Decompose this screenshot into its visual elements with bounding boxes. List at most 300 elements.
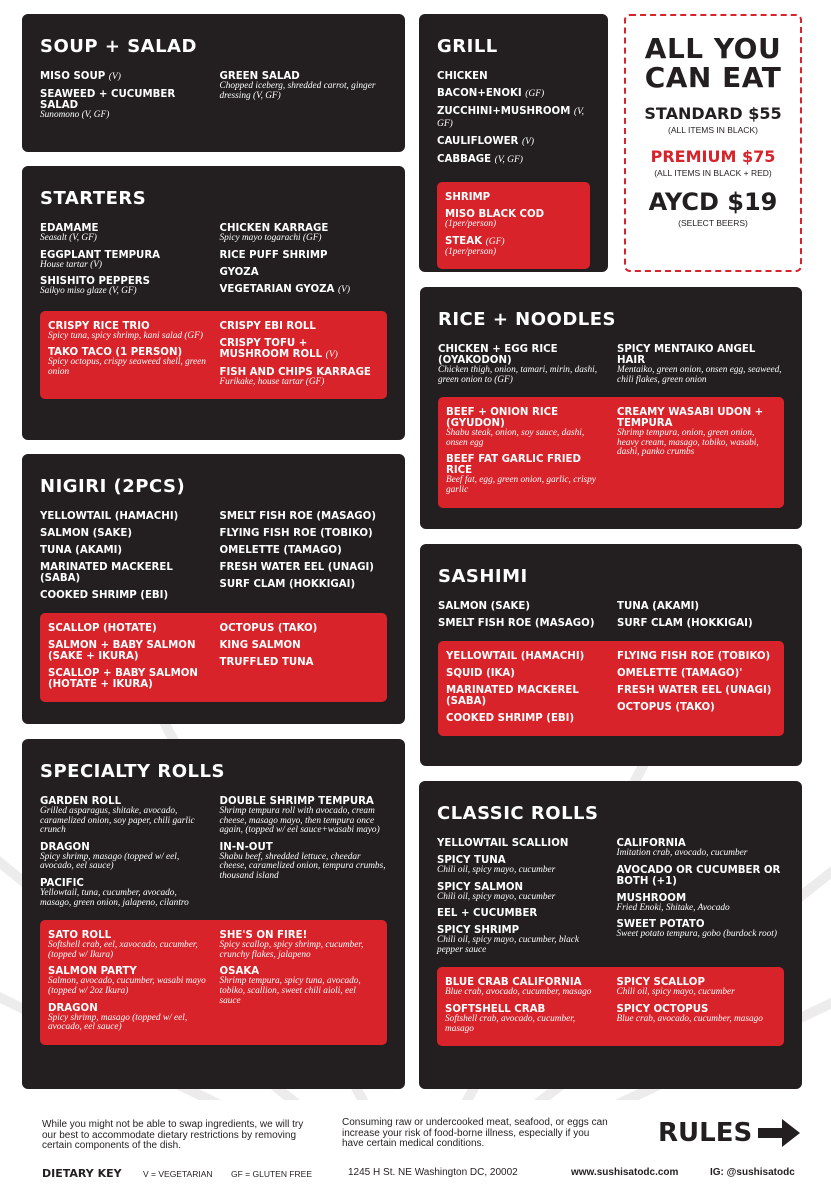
menu-item xyxy=(40,250,208,271)
menu-item xyxy=(220,528,388,539)
menu-item-name-text: OCTOPUS (TAKO) xyxy=(617,702,715,713)
menu-item-name xyxy=(446,454,605,476)
menu-item-name-text: OSAKA xyxy=(219,966,260,978)
menu-item-name-text: YELLOWTAIL (HAMACHI) xyxy=(40,511,179,522)
menu-item-tag: (V) xyxy=(108,72,121,82)
premium-price: PREMIUM $75 xyxy=(650,147,776,166)
menu-item xyxy=(220,71,388,101)
key-gluten-free: GF = GLUTEN FREE xyxy=(231,1169,312,1179)
nigiri-panel xyxy=(22,454,405,724)
menu-item-name xyxy=(617,893,785,904)
menu-item-name-text: SALMON (SAKE) xyxy=(40,528,132,539)
menu-item-name xyxy=(446,685,605,707)
menu-item xyxy=(437,908,605,919)
rice-noodles-premium-box xyxy=(438,397,784,507)
menu-item xyxy=(40,89,208,121)
menu-item xyxy=(220,267,388,278)
menu-item-description: Blue crab, avocado, cucumber, masago xyxy=(445,987,592,998)
menu-item xyxy=(617,1004,777,1025)
menu-item-description: Salmon, avocado, cucumber, wasabi mayo (topped w/ 2oz Ikura) xyxy=(48,976,206,996)
footer xyxy=(0,1100,831,1200)
menu-item-description: Yellowtail, tuna, cucumber, avocado, masago, green onion, jalapeno, cilantro xyxy=(40,887,189,908)
menu-item-name-text: PACIFIC xyxy=(40,877,84,889)
menu-item-description: Shabu steak, onion, soy sauce, dashi, onsen egg xyxy=(446,428,585,448)
menu-item xyxy=(40,276,208,297)
soup-salad-left-column xyxy=(40,71,208,127)
menu-item-name-text: MUSHROOM xyxy=(616,892,687,904)
menu-item-description: Mentaiko, green onion, onsen egg, seaweed, chili flakes, green onion xyxy=(617,365,782,385)
menu-item-name xyxy=(445,192,582,203)
menu-item xyxy=(40,842,208,872)
sashimi-panel xyxy=(420,544,802,766)
menu-item xyxy=(48,1003,208,1033)
menu-item-name-text: DRAGON xyxy=(48,1002,98,1014)
menu-item xyxy=(40,545,208,556)
aycd-price: AYCD $19 xyxy=(648,188,778,216)
menu-item-description: Spicy tuna, spicy shrimp, kani salad (GF) xyxy=(48,330,203,341)
menu-item-description: Softshell crab, avocado, cucumber, masago xyxy=(445,1013,576,1034)
classic-premium-right xyxy=(617,977,777,1040)
menu-item-name xyxy=(446,713,605,724)
menu-item xyxy=(437,154,590,166)
menu-item xyxy=(617,407,776,458)
arrow-right-icon xyxy=(758,1119,800,1147)
menu-item-name-text: CRISPY RICE TRIO xyxy=(48,320,150,332)
menu-item-name xyxy=(220,562,388,573)
menu-item-name xyxy=(617,865,785,887)
menu-item-name-text: IN-N-OUT xyxy=(219,841,273,853)
menu-item-name xyxy=(437,106,590,130)
menu-item-name xyxy=(617,618,784,629)
menu-item xyxy=(437,838,605,849)
menu-item-description: Furikake, house tartar (GF) xyxy=(219,376,325,387)
menu-item-name-text: EEL + CUCUMBER xyxy=(437,908,538,920)
standard-price: STANDARD $55 xyxy=(644,104,782,123)
menu-item-name xyxy=(446,407,605,429)
menu-item-name-text: SURF CLAM (HOKKIGAI) xyxy=(219,579,356,590)
menu-item xyxy=(617,919,785,940)
specialty-rolls-panel xyxy=(22,739,405,1089)
menu-item-description: Saikyo miso glaze (V, GF) xyxy=(40,286,137,297)
menu-item xyxy=(437,925,605,955)
menu-item xyxy=(437,882,605,903)
classic-premium-box xyxy=(437,967,784,1046)
menu-item-name-text: GARDEN ROLL xyxy=(40,796,122,807)
menu-item-name-text: MARINATED MACKEREL (SABA) xyxy=(446,685,579,707)
sashimi-right-column xyxy=(617,601,784,635)
menu-item-name-text: DRAGON xyxy=(40,841,90,853)
menu-item-name-text: VEGETARIAN GYOZA xyxy=(219,283,335,295)
menu-item xyxy=(617,651,776,662)
menu-item-name-text: MARINATED MACKEREL (SABA) xyxy=(40,562,173,584)
menu-item xyxy=(220,623,380,634)
menu-item xyxy=(437,855,605,876)
menu-item xyxy=(617,838,785,859)
menu-item xyxy=(446,454,605,495)
menu-item-name-text: DOUBLE SHRIMP TEMPURA xyxy=(219,796,374,807)
menu-item-name xyxy=(617,685,776,696)
menu-item-description: Seasalt (V, GF) xyxy=(40,233,97,243)
aycd-note: (SELECT BEERS) xyxy=(678,218,748,228)
standard-note: (ALL ITEMS IN BLACK) xyxy=(668,125,758,135)
specialty-right-column xyxy=(220,796,388,914)
classic-rolls-title: CLASSIC ROLLS xyxy=(437,803,599,824)
menu-item xyxy=(40,71,208,83)
menu-item-name-text: SMELT FISH ROE (MASAGO) xyxy=(438,618,595,629)
menu-item-name xyxy=(437,908,605,919)
menu-item-name xyxy=(617,651,776,662)
menu-item-description: Shrimp tempura, onion, green onion, heavy cream, masago, tobiko, wasabi, dashi, panko crumbs xyxy=(617,428,759,458)
nigiri-premium-left xyxy=(48,623,208,696)
menu-item-tag: (V) xyxy=(521,137,535,147)
menu-item xyxy=(445,236,582,258)
key-vegetarian: V = VEGETARIAN xyxy=(143,1169,213,1179)
menu-item-description: Softshell crab, eel, xavocado, cucumber, (topped w/ Ikura) xyxy=(48,940,198,960)
instagram-handle[interactable]: IG: @sushisatodc xyxy=(710,1167,795,1178)
menu-item-name-text: ZUCCHINI+MUSHROOM xyxy=(437,106,571,117)
menu-item xyxy=(40,590,208,601)
menu-item xyxy=(617,685,776,696)
menu-item-name-text: CABBAGE xyxy=(437,154,492,165)
menu-item-name xyxy=(446,651,605,662)
soup-salad-panel xyxy=(22,14,405,152)
menu-item-name-text: SCALLOP + BABY SALMON (HOTATE + IKURA) xyxy=(48,668,198,690)
menu-item-name xyxy=(220,545,388,556)
menu-item xyxy=(40,511,208,522)
grill-premium-box xyxy=(437,182,590,269)
menu-item-description: Fried Enoki, Shitake, Avocado xyxy=(616,902,730,913)
menu-item-name-text: MISO SOUP xyxy=(40,71,106,82)
menu-item-name-text: OCTOPUS (TAKO) xyxy=(219,623,318,634)
menu-item-name-text: OMELETTE (TAMAGO) xyxy=(219,545,342,556)
menu-item xyxy=(220,545,388,556)
menu-item-name-text: CAULIFLOWER xyxy=(437,136,519,147)
starters-panel xyxy=(22,166,405,440)
menu-item-name xyxy=(220,511,388,522)
menu-item-name-text: CHICKEN xyxy=(437,71,488,82)
menu-item-name-text: SHRIMP xyxy=(445,192,491,203)
menu-item-name-text: SATO ROLL xyxy=(48,930,112,942)
starters-title: STARTERS xyxy=(40,188,147,209)
menu-item-name-text: FRESH WATER EEL (UNAGI) xyxy=(219,562,374,573)
menu-item-name-text: CRISPY EBI ROLL xyxy=(219,320,316,332)
menu-item xyxy=(220,657,380,668)
starters-premium-left xyxy=(48,321,208,394)
menu-item-description: Shrimp tempura roll with avocado, cream cheese, masago mayo, then tempura once again, (topped w/ eel sauce+wasabi mayo) xyxy=(219,806,380,836)
menu-item-name xyxy=(437,882,605,893)
menu-item-name xyxy=(445,236,582,248)
menu-item-name-text: SPICY SALMON xyxy=(437,881,524,893)
menu-item-name-text: SPICY OCTOPUS xyxy=(616,1003,709,1015)
menu-item xyxy=(220,930,380,960)
menu-item-tag: (GF) xyxy=(525,89,545,99)
menu-item xyxy=(617,893,785,914)
menu-item-name-text: SPICY TUNA xyxy=(437,855,506,866)
menu-item-description: Sunomono (V, GF) xyxy=(40,110,110,120)
menu-item xyxy=(437,71,590,82)
sashimi-title: SASHIMI xyxy=(438,566,528,587)
rice-noodles-right-column xyxy=(617,344,784,391)
menu-item xyxy=(617,977,777,998)
menu-item-description: Chili oil, spicy mayo, cucumber xyxy=(616,987,735,998)
rice-noodles-left-column xyxy=(438,344,605,391)
menu-item-name xyxy=(40,545,208,556)
menu-item-name-text: SALMON PARTY xyxy=(48,966,137,978)
menu-item-name-text: FISH AND CHIPS KARRAGE xyxy=(219,366,371,378)
menu-item xyxy=(445,209,582,230)
menu-item-description: Chili oil, spicy mayo, cucumber, black pepper sauce xyxy=(437,935,580,955)
menu-item-name-text: SWEET POTATO xyxy=(616,919,705,931)
menu-item-name-text: SALMON + BABY SALMON (SAKE + IKURA) xyxy=(48,640,196,662)
sashimi-premium-left xyxy=(446,651,605,730)
menu-item xyxy=(48,966,208,996)
health-warning: Consuming raw or undercooked meat, seafood, or eggs can increase your risk of food-borne illness, especially if you have certain medical conditions. xyxy=(342,1117,608,1149)
sashimi-left-column xyxy=(438,601,605,635)
menu-item-name-text: EGGPLANT TEMPURA xyxy=(40,249,161,261)
sashimi-premium-right xyxy=(617,651,776,730)
menu-item-description: Chopped iceberg, shredded carrot, ginger dressing (V, GF) xyxy=(219,81,376,101)
menu-item xyxy=(617,344,784,385)
menu-item xyxy=(40,223,208,244)
classic-rolls-panel xyxy=(419,781,802,1089)
menu-item-name-text: BACON+ENOKI xyxy=(437,88,522,99)
menu-item-name xyxy=(617,407,776,429)
rules-button[interactable] xyxy=(658,1118,800,1148)
menu-item-name xyxy=(438,618,605,629)
menu-item-name-text: SEAWEED + CUCUMBER SALAD xyxy=(40,89,176,111)
nigiri-right-column xyxy=(220,511,388,607)
menu-item-name-text: SALMON (SAKE) xyxy=(438,601,530,612)
menu-item-name xyxy=(48,1003,208,1014)
menu-item xyxy=(48,321,208,342)
menu-item-name-text: GREEN SALAD xyxy=(219,71,300,82)
menu-item-name xyxy=(437,88,590,100)
menu-item-name xyxy=(220,579,388,590)
grill-list xyxy=(437,71,590,172)
menu-item xyxy=(40,878,208,908)
menu-item-name xyxy=(40,528,208,539)
menu-item-name-text: OMELETTE (TAMAGO)' xyxy=(617,668,743,679)
dietary-key-label: DIETARY KEY xyxy=(42,1167,122,1180)
soup-salad-title: SOUP + SALAD xyxy=(40,36,197,57)
menu-item-description: House tartar (V) xyxy=(40,259,102,270)
menu-item-name-text: CHICKEN KARRAGE xyxy=(219,223,329,234)
menu-item-name-text: SPICY SHRIMP xyxy=(437,925,520,937)
menu-item xyxy=(445,192,582,203)
menu-item-description: Imitation crab, avocado, cucumber xyxy=(616,848,748,858)
menu-item-name-text: RICE PUFF SHRIMP xyxy=(219,249,328,261)
menu-item-name-text: SQUID (IKA) xyxy=(446,668,515,679)
menu-item-name-text: TUNA (AKAMI) xyxy=(617,601,700,612)
menu-item-name xyxy=(40,250,208,261)
menu-item xyxy=(220,321,380,332)
menu-item-name-text: TAKO TACO (1 PERSON) xyxy=(48,347,183,359)
menu-item-description: Shabu beef, shredded lettuce, cheedar cheese, caramelized onion, tempura crumbs, thousand island xyxy=(219,851,386,881)
menu-item-name-text: FRESH WATER EEL (UNAGI) xyxy=(617,685,772,696)
menu-item-name-text: TUNA (AKAMI) xyxy=(40,545,123,556)
soup-salad-right-column xyxy=(220,71,388,127)
menu-item-name xyxy=(48,668,208,690)
starters-premium-right xyxy=(220,321,380,394)
dietary-note: While you might not be able to swap ingredients, we will try our best to accommodate dietary restrictions by removing certain components of the dish. xyxy=(42,1119,304,1151)
aye-title-line1: ALL YOU xyxy=(644,32,782,65)
menu-item-description: Sweet potato tempura, gobo (burdock root) xyxy=(616,929,777,940)
menu-item-name xyxy=(220,338,380,361)
menu-item-name-text: EDAMAME xyxy=(40,223,99,234)
menu-item-name-text: SURF CLAM (HOKKIGAI) xyxy=(617,618,753,629)
menu-item-name-text: SPICY MENTAIKO ANGEL HAIR xyxy=(617,344,756,366)
rice-noodles-premium-right xyxy=(617,407,776,501)
rice-noodles-panel xyxy=(420,287,802,529)
menu-item-name-text: CRISPY TOFU + MUSHROOM ROLL xyxy=(219,337,323,360)
specialty-premium-right xyxy=(220,930,380,1039)
menu-item xyxy=(617,668,776,679)
classic-left-column xyxy=(437,838,605,961)
grill-title: GRILL xyxy=(437,36,498,57)
menu-item xyxy=(445,1004,605,1034)
menu-item xyxy=(446,651,605,662)
specialty-premium-box xyxy=(40,920,387,1045)
menu-item xyxy=(617,702,776,713)
menu-item-name xyxy=(220,623,380,634)
menu-item-name xyxy=(40,511,208,522)
menu-item-name xyxy=(437,71,590,82)
menu-item xyxy=(617,618,784,629)
menu-item-name-text: SHE'S ON FIRE! xyxy=(219,930,308,942)
menu-item-name-text: YELLOWTAIL (HAMACHI) xyxy=(446,651,585,662)
premium-note: (ALL ITEMS IN BLACK + RED) xyxy=(654,168,772,178)
menu-item-name xyxy=(220,321,380,332)
menu-item-name xyxy=(220,267,388,278)
menu-item xyxy=(437,136,590,148)
menu-item-description: Chili oil, spicy mayo, cucumber xyxy=(437,865,556,875)
menu-item-name-text: CHICKEN + EGG RICE (OYAKODON) xyxy=(438,344,558,366)
menu-item-name xyxy=(446,668,605,679)
menu-item xyxy=(437,106,590,130)
menu-item xyxy=(438,618,605,629)
menu-item xyxy=(48,347,208,377)
menu-item-name xyxy=(220,657,380,668)
nigiri-premium-right xyxy=(220,623,380,696)
website-link[interactable]: www.sushisatodc.com xyxy=(571,1167,679,1178)
menu-item-tag: (V) xyxy=(337,284,351,295)
all-you-can-eat-box xyxy=(624,14,802,272)
menu-item-name-text: SOFTSHELL CRAB xyxy=(445,1003,546,1015)
menu-item xyxy=(220,223,388,244)
menu-item-name xyxy=(438,344,605,366)
menu-item-name xyxy=(220,250,388,261)
specialty-left-column xyxy=(40,796,208,914)
starters-right-column xyxy=(220,223,388,303)
classic-premium-left xyxy=(445,977,605,1040)
rice-noodles-title: RICE + NOODLES xyxy=(438,309,617,330)
menu-item xyxy=(445,977,605,998)
menu-item-name xyxy=(40,89,208,111)
menu-item-name xyxy=(617,668,776,679)
sashimi-premium-box xyxy=(438,641,784,736)
menu-item-description: (1per/person) xyxy=(445,219,497,229)
menu-item-name xyxy=(617,702,776,713)
menu-item xyxy=(220,966,380,1006)
menu-item-description: Chili oil, spicy mayo, cucumber xyxy=(437,891,556,902)
menu-item xyxy=(220,562,388,573)
menu-item xyxy=(220,511,388,522)
menu-item xyxy=(220,338,380,361)
menu-item-name xyxy=(437,154,590,166)
menu-item-name xyxy=(40,71,208,83)
menu-item-name-text: KING SALMON xyxy=(219,640,301,651)
rice-noodles-premium-left xyxy=(446,407,605,501)
menu-item-name-text: SPICY SCALLOP xyxy=(616,977,705,989)
menu-item-name xyxy=(617,601,784,612)
menu-item-tag: (V, GF) xyxy=(494,155,523,165)
address: 1245 H St. NE Washington DC, 20002 xyxy=(348,1167,518,1178)
menu-item-name xyxy=(40,562,208,584)
menu-item-name-text: BEEF + ONION RICE (GYUDON) xyxy=(446,407,559,430)
menu-item-name xyxy=(220,528,388,539)
menu-item xyxy=(446,407,605,448)
menu-item-name xyxy=(48,640,208,662)
menu-item xyxy=(220,367,380,388)
menu-item-name-text: TRUFFLED TUNA xyxy=(219,657,314,668)
menu-item xyxy=(220,284,388,296)
menu-item xyxy=(48,668,208,690)
menu-item-name xyxy=(438,601,605,612)
menu-item-name xyxy=(48,623,208,634)
menu-item-name-text: STEAK xyxy=(445,235,483,247)
menu-item-tag: (V, GF) xyxy=(437,107,585,129)
classic-right-column xyxy=(617,838,785,961)
grill-panel xyxy=(419,14,608,272)
menu-item-description: Blue crab, avocado, cucumber, masago xyxy=(616,1013,763,1024)
menu-item-description: Shrimp tempura, spicy tuna, avocado, tobiko, scallion, sweet chili aioli, eel sauce xyxy=(219,976,361,1006)
menu-item-name xyxy=(437,136,590,148)
menu-item-name-text: CREAMY WASABI UDON + TEMPURA xyxy=(617,407,764,430)
menu-item xyxy=(220,842,388,882)
menu-item xyxy=(220,640,380,651)
menu-item-description: Spicy shrimp, masago (topped w/ eel, avocado, eel sauce) xyxy=(40,851,180,872)
menu-item-description: Beef fat, egg, green onion, garlic, crispy garlic xyxy=(446,475,596,495)
menu-item xyxy=(617,601,784,612)
menu-item xyxy=(446,685,605,707)
menu-item xyxy=(40,796,208,836)
menu-item-name xyxy=(617,344,784,366)
specialty-premium-left xyxy=(48,930,208,1039)
menu-item-name-text: BEEF FAT GARLIC FRIED RICE xyxy=(446,454,581,477)
menu-item xyxy=(220,796,388,836)
menu-item xyxy=(220,250,388,261)
menu-item-name xyxy=(40,590,208,601)
nigiri-title: NIGIRI (2PCS) xyxy=(40,476,186,497)
menu-item xyxy=(48,640,208,662)
menu-item-description: Spicy scallop, spicy shrimp, cucumber, crunchy flakes, jalapeno xyxy=(219,940,364,960)
menu-item-name-text: CALIFORNIA xyxy=(616,838,686,849)
menu-item-name-text: YELLOWTAIL SCALLION xyxy=(437,838,569,849)
menu-item-name-text: SMELT FISH ROE (MASAGO) xyxy=(219,511,376,522)
menu-item-description: (1per/person) xyxy=(445,246,497,257)
menu-item xyxy=(437,88,590,100)
menu-item-description: Spicy octopus, crispy seaweed shell, green onion xyxy=(48,357,206,377)
specialty-rolls-title: SPECIALTY ROLLS xyxy=(40,761,225,782)
nigiri-premium-box xyxy=(40,613,387,702)
menu-item-name xyxy=(220,640,380,651)
starters-left-column xyxy=(40,223,208,303)
menu-item xyxy=(438,601,605,612)
menu-item xyxy=(446,713,605,724)
menu-item-name xyxy=(220,284,388,296)
menu-item-description: Grilled asparagus, shitake, avocado, caramelized onion, soy paper, chili garlic crunch xyxy=(40,806,195,836)
menu-item xyxy=(40,528,208,539)
